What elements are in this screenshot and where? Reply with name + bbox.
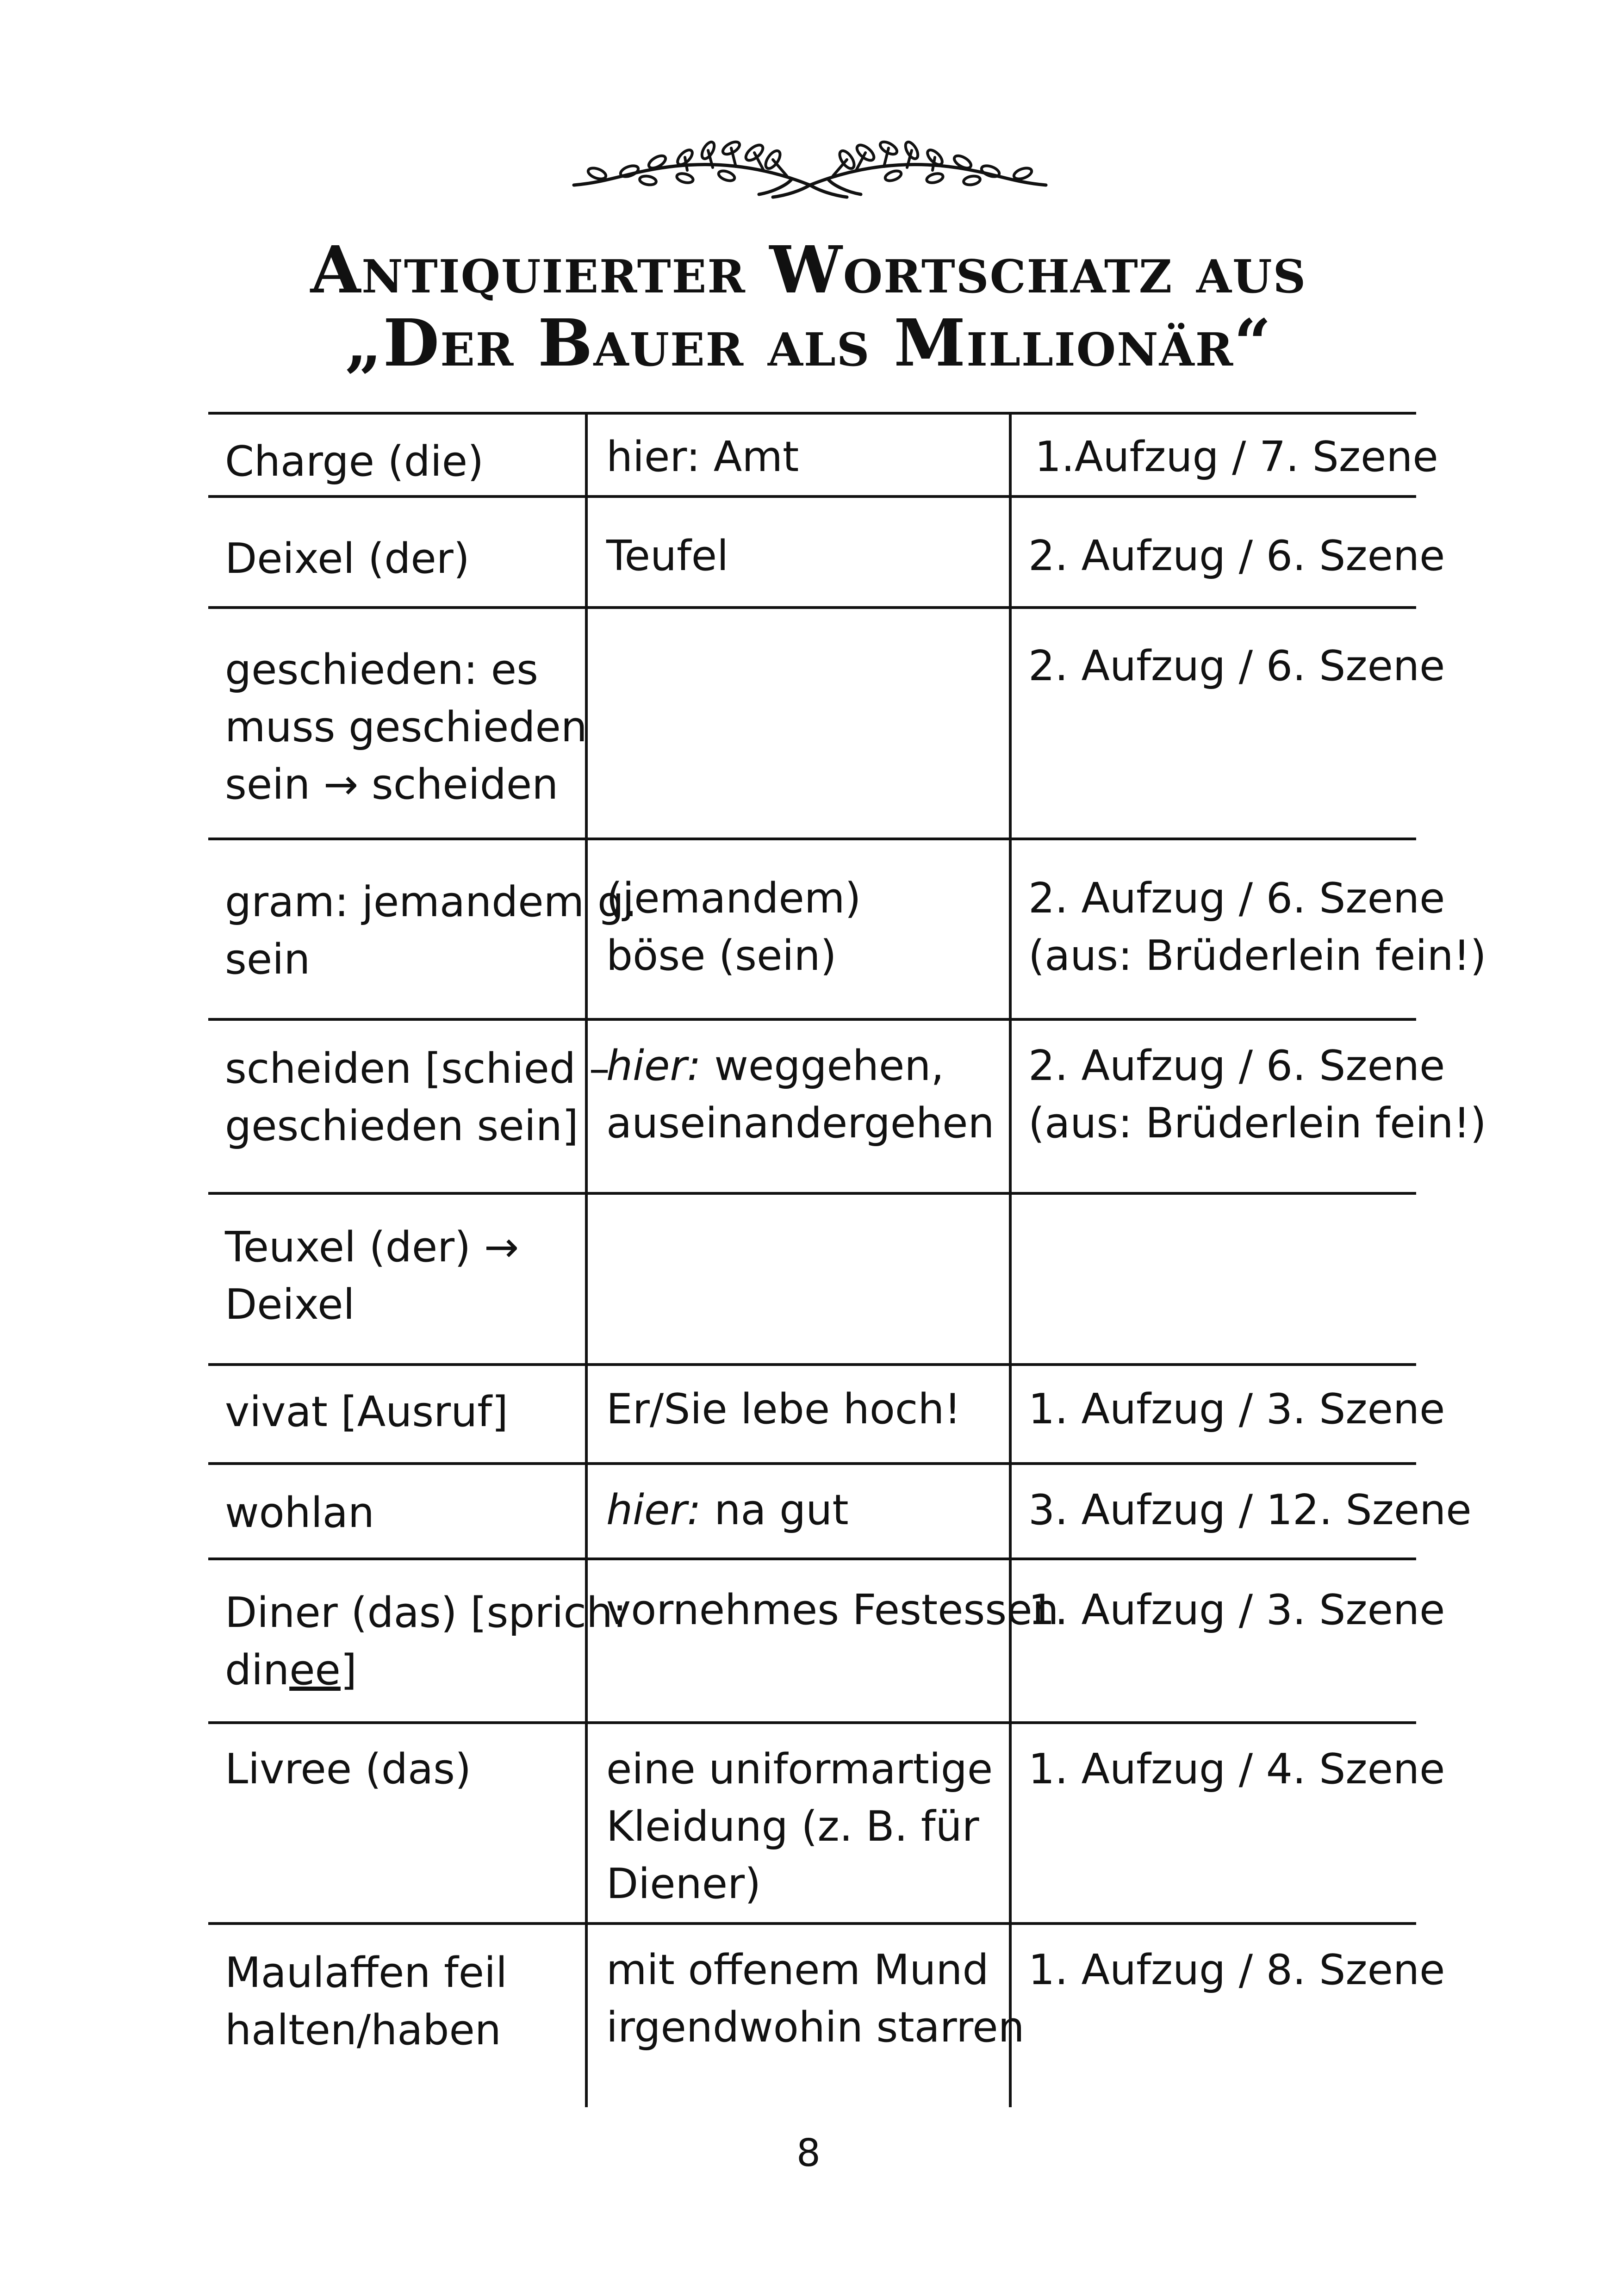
source-cell	[1012, 609, 1445, 838]
source-cell	[1012, 1195, 1416, 1363]
source-text: 1. Aufzug / 3. Szene	[1028, 1385, 1445, 1433]
term-cell	[208, 498, 588, 606]
source-text: 1. Aufzug / 3. Szene	[1028, 1586, 1445, 1634]
meaning-cell	[588, 1925, 1025, 2107]
term-text: Deixel	[225, 1280, 355, 1329]
meaning-text	[606, 1482, 1009, 1539]
laurel-ornament-icon	[569, 116, 1051, 208]
term-cell	[208, 1560, 627, 1721]
meaning-cell	[588, 415, 1012, 495]
term-text: geschieden sein]	[225, 1102, 578, 1150]
source-cell	[1012, 1925, 1445, 2107]
source-cell	[1012, 1465, 1472, 1558]
source-cell	[1012, 1560, 1445, 1721]
term-text-underlined: ee	[289, 1646, 341, 1694]
source-cell	[1012, 1366, 1445, 1462]
term-cell	[208, 840, 637, 1018]
term-cell	[208, 1465, 588, 1558]
meaning-cell	[588, 1724, 1012, 1922]
term-text-part: ]	[340, 1646, 357, 1694]
source-text: 2. Aufzug / 6. Szene	[1028, 1042, 1445, 1090]
meaning-cell	[588, 498, 1012, 606]
term-cell	[208, 1925, 588, 2107]
table-row	[208, 1192, 1416, 1363]
source-text: 2. Aufzug / 6. Szene	[1028, 532, 1445, 580]
table-row	[208, 1922, 1445, 2107]
table-row	[208, 1363, 1445, 1462]
term-text: wohlan	[225, 1489, 374, 1537]
term-text: vivat [Ausruf]	[225, 1388, 509, 1436]
page-title	[0, 234, 1617, 380]
term-text: Teuxel (der) →	[225, 1223, 519, 1272]
meaning-text: auseinandergehen	[606, 1099, 995, 1148]
meaning-text: böse (sein)	[606, 931, 837, 980]
meaning-qualifier: hier:	[606, 1486, 701, 1534]
meaning-text: vornehmes Festessen	[606, 1586, 1059, 1634]
meaning-qualifier: hier:	[606, 1042, 701, 1090]
source-cell	[1012, 415, 1438, 495]
term-text: scheiden [schied –	[225, 1044, 610, 1093]
meaning-text	[606, 1037, 1009, 1095]
source-text: 1.Aufzug / 7. Szene	[1035, 433, 1438, 481]
meaning-cell	[588, 1465, 1012, 1558]
meaning-text: irgendwohin starren	[606, 2003, 1025, 2052]
meaning-text: hier: Amt	[606, 433, 799, 481]
source-cell	[1012, 840, 1486, 1018]
table-row	[208, 495, 1445, 606]
table-row	[208, 1721, 1445, 1922]
term-text: sein	[225, 935, 311, 984]
meaning-text: (jemandem)	[606, 874, 861, 923]
term-text: Maulaffen feil	[225, 1948, 508, 1997]
table-row	[208, 606, 1445, 838]
term-text: Deixel (der)	[225, 534, 470, 583]
meaning-cell	[588, 1195, 1012, 1363]
term-cell	[208, 1195, 588, 1363]
source-text: 1. Aufzug / 8. Szene	[1028, 1946, 1445, 1994]
meaning-text: Er/Sie lebe hoch!	[606, 1385, 961, 1433]
term-text: muss geschieden	[225, 703, 587, 751]
table-row	[208, 412, 1438, 495]
source-text: (aus: Brüderlein fein!)	[1028, 931, 1486, 980]
source-text: 3. Aufzug / 12. Szene	[1028, 1486, 1472, 1534]
table-row	[208, 1462, 1472, 1558]
source-cell	[1012, 1021, 1486, 1192]
table-row	[208, 1558, 1445, 1721]
term-text: gram: jemandem g.	[225, 878, 637, 926]
title-line-1: Antiquierter Wortschatz aus	[310, 232, 1307, 308]
source-text: 2. Aufzug / 6. Szene	[1028, 874, 1445, 923]
meaning-text: mit offenem Mund	[606, 1946, 989, 1994]
meaning-text-part: weggehen,	[701, 1042, 945, 1090]
source-text: (aus: Brüderlein fein!)	[1028, 1099, 1486, 1148]
term-text	[225, 1642, 585, 1699]
title-line-2: „Der Bauer als Millionär“	[345, 305, 1272, 381]
term-cell	[208, 415, 588, 495]
meaning-text: Teufel	[606, 532, 729, 580]
meaning-text-part: na gut	[701, 1486, 849, 1534]
meaning-text: eine uniformartige	[606, 1745, 993, 1793]
meaning-cell	[588, 1021, 1012, 1192]
source-cell	[1012, 1724, 1445, 1922]
meaning-cell	[588, 1560, 1059, 1721]
source-cell	[1012, 498, 1445, 606]
meaning-text: Diener)	[606, 1860, 761, 1908]
term-text: sein → scheiden	[225, 760, 559, 809]
term-cell	[208, 1021, 610, 1192]
term-text: Charge (die)	[225, 437, 484, 486]
term-cell	[208, 1724, 588, 1922]
meaning-cell	[588, 609, 1012, 838]
table-row	[208, 1018, 1486, 1192]
term-text: geschieden: es	[225, 645, 539, 694]
meaning-cell	[588, 1366, 1012, 1462]
term-cell	[208, 609, 588, 838]
term-text-part: din	[225, 1646, 290, 1694]
vocabulary-table	[208, 412, 1486, 2107]
meaning-cell	[588, 840, 1012, 1018]
page-number: 8	[796, 2131, 821, 2175]
term-text: Livree (das)	[225, 1745, 472, 1793]
term-text: halten/haben	[225, 2006, 501, 2054]
term-text: Diner (das) [sprich:	[225, 1589, 627, 1637]
meaning-text: Kleidung (z. B. für	[606, 1802, 979, 1851]
source-text: 2. Aufzug / 6. Szene	[1028, 642, 1445, 690]
table-row	[208, 838, 1486, 1018]
source-text: 1. Aufzug / 4. Szene	[1028, 1745, 1445, 1793]
term-cell	[208, 1366, 588, 1462]
